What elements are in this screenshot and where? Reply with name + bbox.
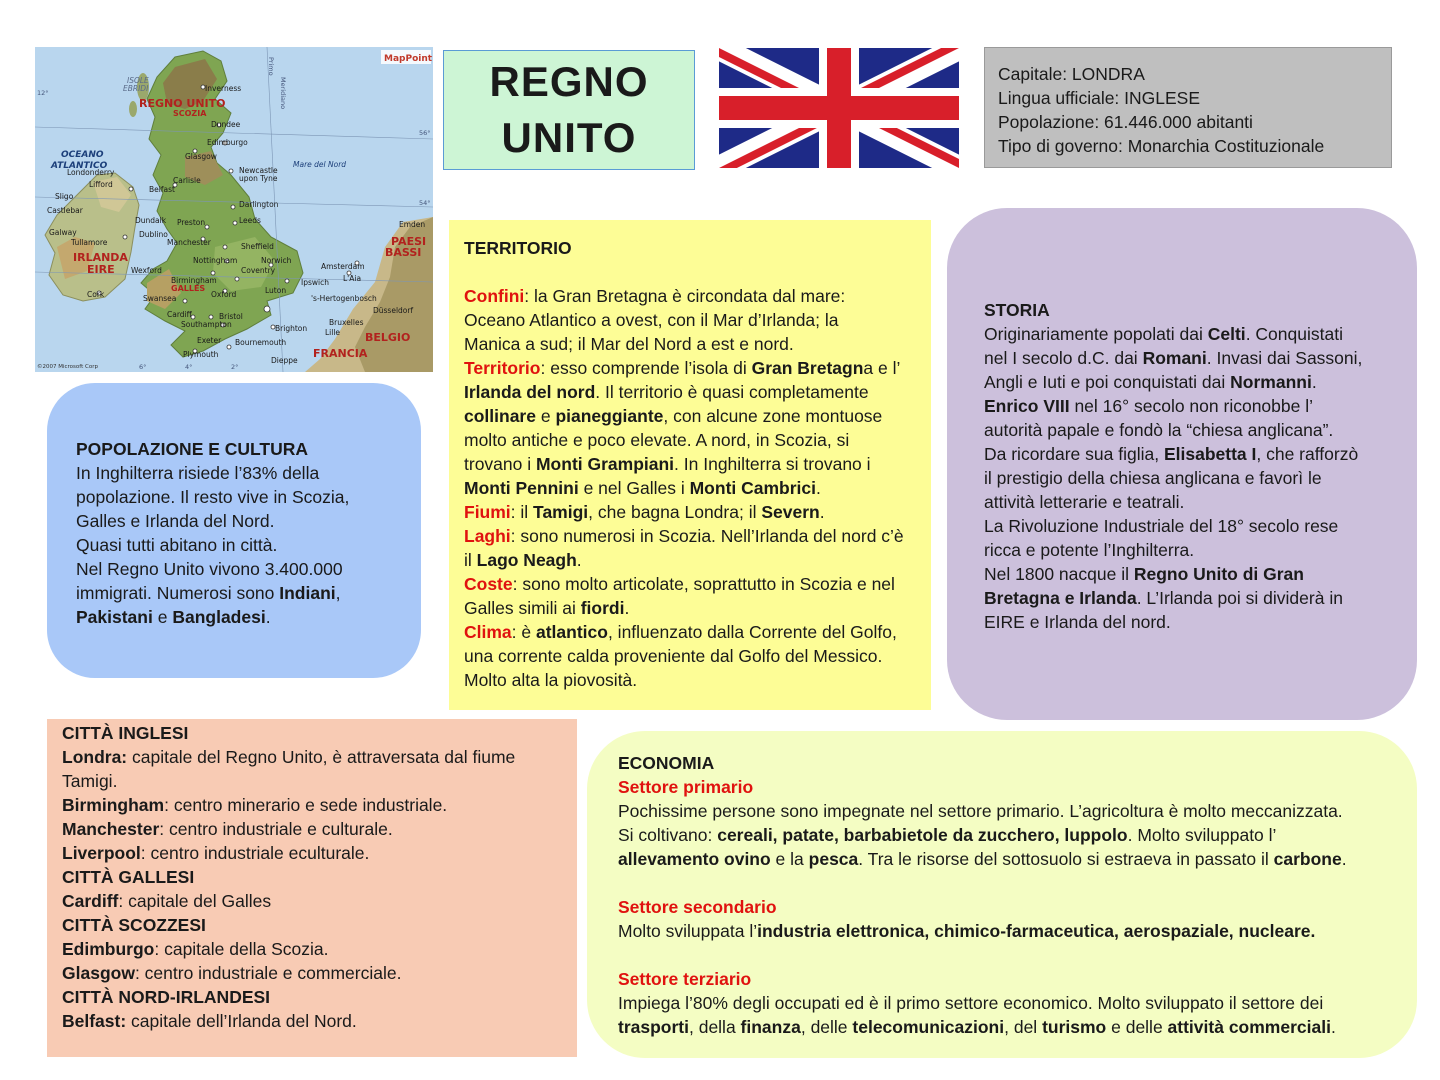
citta-panel — [47, 719, 577, 1057]
citta-manchester: Manchester: centro industriale e culturale. — [62, 819, 393, 839]
economia-primario-label: Settore primario — [618, 777, 754, 797]
citta-birmingham: Birmingham: centro minerario e sede industriale. — [62, 795, 448, 815]
map-label-manchester: Manchester — [167, 238, 211, 247]
territorio-line-t6: Monti Pennini e nel Galles i Monti Cambrici. — [464, 478, 821, 498]
map-label-lat56: 56° — [419, 129, 431, 137]
map-label-newcastle-2: upon Tyne — [239, 174, 278, 183]
citta-liverpool: Liverpool: centro industriale eculturale. — [62, 843, 370, 863]
map-label-francia: FRANCIA — [313, 347, 368, 360]
citta-cardiff: Cardiff: capitale del Galles — [62, 891, 272, 911]
union-jack-flag — [719, 48, 959, 168]
economia-primario-1: Pochissime persone sono impegnate nel settore primario. L’agricoltura è molto meccanizzata. — [618, 801, 1343, 821]
map-label-oceano: OCEANO — [61, 150, 104, 160]
economia-panel — [587, 731, 1417, 1058]
map-label-dublino: Dublino — [139, 230, 168, 239]
territorio-laghi-2: il Lago Neagh. — [464, 550, 582, 570]
map-label-belgio: BELGIO — [365, 331, 411, 344]
map-label-tullamore: Tullamore — [71, 238, 108, 247]
territorio-line-t2: Irlanda del nord. Il territorio è quasi completamente — [464, 382, 869, 402]
storia-line-13: EIRE e Irlanda del nord. — [984, 612, 1171, 632]
map-label-amsterdam: Amsterdam — [321, 262, 365, 271]
map-label-ipswich: Ipswich — [301, 278, 329, 287]
economia-primario-3: allevamento ovino e la pesca. Tra le risorse del sottosuolo si estraeva in passato il carbone. — [618, 849, 1347, 869]
popolazione-panel — [47, 383, 421, 678]
map-label-coventry: Coventry — [241, 266, 276, 275]
title-line-1: REGNO — [489, 58, 649, 105]
map-label-atlantico: ATLANTICO — [51, 161, 108, 171]
map-label-emden: Emden — [399, 220, 426, 229]
territorio-confini-2: Oceano Atlantico a ovest, con il Mar d’Irlanda; la — [464, 310, 839, 330]
storia-heading: STORIA — [984, 300, 1050, 320]
popolazione-line-2: popolazione. Il resto vive in Scozia, — [76, 487, 350, 507]
map-label-belfast: Belfast — [149, 185, 175, 194]
map-label-dusseldorf: Düsseldorf — [373, 306, 414, 315]
economia-heading: ECONOMIA — [618, 753, 715, 773]
map-label-darlington: Darlington — [239, 200, 279, 209]
map-label-mare-nord: Mare del Nord — [293, 160, 347, 169]
popolazione-line-7: Pakistani e Bangladesi. — [76, 607, 271, 627]
map-label-birmingham: Birmingham — [171, 276, 217, 285]
map-label-carlisle: Carlisle — [173, 176, 201, 185]
map-label-oxford: Oxford — [211, 290, 237, 299]
territorio-line-t4: molto antiche e poco elevate. A nord, in Scozia, si — [464, 430, 850, 450]
map-label-galway: Galway — [49, 228, 77, 237]
map-label-glasgow: Glasgow — [185, 152, 217, 161]
map-label-norwich: Norwich — [261, 256, 292, 265]
map-label-brighton: Brighton — [275, 324, 308, 333]
map-copyright: ©2007 Microsoft Corp — [37, 364, 98, 370]
territorio-coste-2: Galles simili ai fiordi. — [464, 598, 630, 618]
map-label-swansea: Swansea — [143, 294, 177, 303]
map-label-dundalk: Dundalk — [135, 216, 167, 225]
map-label-exeter: Exeter — [197, 336, 222, 345]
territorio-clima-2: una corrente calda proveniente dal Golfo del Messico. — [464, 646, 883, 666]
map-label-lon2: 2° — [231, 363, 239, 371]
map-label-lifford: Lifford — [89, 180, 113, 189]
territorio-territorio: Territorio: esso comprende l’isola di Gran Bretagna e l’ — [464, 358, 901, 378]
citta-heading-gallesi: CITTÀ GALLESI — [62, 867, 195, 887]
map-label-hertogenbosch: 's-Hertogenbosch — [311, 294, 377, 303]
territorio-line-t3: collinare e pianeggiante, con alcune zone montuose — [464, 406, 883, 426]
economia-terziario-1: Impiega l’80% degli occupati ed è il primo settore economico. Molto sviluppato il settore dei — [618, 993, 1324, 1013]
storia-line-12: Bretagna e Irlanda. L’Irlanda poi si dividerà in — [984, 588, 1343, 608]
territorio-clima: Clima: è atlantico, influenzato dalla Corrente del Golfo, — [464, 622, 897, 642]
map-label-isole: ISOLE — [127, 76, 149, 85]
citta-heading-scozzesi: CITTÀ SCOZZESI — [62, 915, 206, 935]
popolazione-line-1: In Inghilterra risiede l’83% della — [76, 463, 320, 483]
map-label-castlebar: Castlebar — [47, 206, 83, 215]
citta-londra: Londra: capitale del Regno Unito, è attraversata dal fiume — [62, 747, 516, 767]
map-label-ebridi: EBRIDI — [123, 84, 149, 93]
map-label-lon12: 12° — [37, 89, 49, 97]
territorio-fiumi: Fiumi: il Tamigi, che bagna Londra; il Severn. — [464, 502, 825, 522]
map-label-bristol: Bristol — [219, 312, 243, 321]
map-label-galles: GALLES — [171, 284, 206, 293]
map-label-paesi: PAESI — [391, 235, 427, 248]
economia-terziario-2: trasporti, della finanza, delle telecomunicazioni, del turismo e delle attività commerciali. — [618, 1017, 1336, 1037]
map-label-eire: EIRE — [87, 263, 115, 276]
fact-lingua: Lingua ufficiale: INGLESE — [998, 88, 1201, 108]
storia-line-1: Originariamente popolati dai Celti. Conquistati — [984, 324, 1343, 344]
map-label-meridiano: Meridiano — [279, 77, 287, 110]
citta-belfast: Belfast: capitale dell’Irlanda del Nord. — [62, 1011, 357, 1031]
map-label-nottingham: Nottingham — [193, 256, 238, 265]
map-label-dundee: Dundee — [211, 120, 241, 129]
economia-primario-2: Si coltivano: cereali, patate, barbabietole da zucchero, luppolo. Molto sviluppato l’ — [618, 825, 1277, 845]
map-label-lon4: 4° — [185, 363, 193, 371]
map-label-londonderry: Londonderry — [67, 168, 115, 177]
territorio-confini: Confini: la Gran Bretagna è circondata dal mare: — [464, 286, 846, 306]
map-brand: MapPoint — [384, 54, 433, 64]
page-title — [443, 50, 695, 170]
map-label-primo: Primo — [267, 57, 275, 76]
facts-panel — [984, 47, 1392, 168]
map-label-laia: L'Aia — [343, 274, 362, 283]
map-label-lon6: 6° — [139, 363, 147, 371]
storia-line-11: Nel 1800 nacque il Regno Unito di Gran — [984, 564, 1304, 584]
map-label-edimburgo: Edimburgo — [207, 138, 248, 147]
citta-glasgow: Glasgow: centro industriale e commerciale. — [62, 963, 402, 983]
storia-line-5: autorità papale e fondò la “chiesa anglicana”. — [984, 420, 1334, 440]
fact-capitale: Capitale: LONDRA — [998, 64, 1145, 84]
citta-heading-inglesi: CITTÀ INGLESI — [62, 723, 189, 743]
fact-popolazione: Popolazione: 61.446.000 abitanti — [998, 112, 1253, 132]
map-label-preston: Preston — [177, 218, 206, 227]
territorio-confini-3: Manica a sud; il Mar del Nord a est e nord. — [464, 334, 794, 354]
uk-map — [35, 47, 433, 372]
storia-line-4: Enrico VIII nel 16° secolo non riconobbe l’ — [984, 396, 1313, 416]
storia-line-6: Da ricordare sua figlia, Elisabetta I, che rafforzò — [984, 444, 1359, 464]
map-label-regno-unito: REGNO UNITO — [139, 97, 226, 110]
map-label-lille: Lille — [325, 328, 341, 337]
popolazione-line-4: Quasi tutti abitano in città. — [76, 535, 278, 555]
uk-map-drawing — [35, 47, 433, 372]
map-label-plymouth: Plymouth — [183, 350, 219, 359]
citta-heading-nordirlandesi: CITTÀ NORD-IRLANDESI — [62, 987, 271, 1007]
map-label-lat54: 54° — [419, 199, 431, 207]
storia-line-3: Angli e Iuti e poi conquistati dai Normanni. — [984, 372, 1317, 392]
map-label-dieppe: Dieppe — [271, 356, 298, 365]
territorio-coste: Coste: sono molto articolate, soprattutto in Scozia e nel — [464, 574, 895, 594]
map-label-southampton: Southampton — [181, 320, 232, 329]
map-label-wexford: Wexford — [131, 266, 162, 275]
map-label-bournemouth: Bournemouth — [235, 338, 287, 347]
popolazione-line-5: Nel Regno Unito vivono 3.400.000 — [76, 559, 343, 579]
storia-line-9: La Rivoluzione Industriale del 18° secolo rese — [984, 516, 1339, 536]
map-label-bassi: BASSI — [385, 246, 422, 259]
popolazione-line-3: Galles e Irlanda del Nord. — [76, 511, 275, 531]
storia-line-7: il prestigio della chiesa anglicana e favorì le — [984, 468, 1322, 488]
map-label-luton: Luton — [265, 286, 287, 295]
title-line-2: UNITO — [501, 114, 637, 161]
economia-secondario-1: Molto sviluppata l’industria elettronica, chimico-farmaceutica, aerospaziale, nucleare. — [618, 921, 1316, 941]
map-label-inverness: Inverness — [205, 84, 242, 93]
map-label-irlanda: IRLANDA — [73, 251, 128, 264]
union-jack-icon — [719, 48, 959, 168]
territorio-heading: TERRITORIO — [464, 238, 572, 258]
fact-governo: Tipo di governo: Monarchia Costituzionale — [998, 136, 1325, 156]
citta-edimburgo: Edimburgo: capitale della Scozia. — [62, 939, 329, 959]
popolazione-heading: POPOLAZIONE E CULTURA — [76, 439, 309, 459]
citta-londra-2: Tamigi. — [62, 771, 118, 791]
territorio-panel — [449, 220, 931, 710]
economia-secondario-label: Settore secondario — [618, 897, 777, 917]
map-label-sheffield: Sheffield — [241, 242, 274, 251]
storia-line-2: nel I secolo d.C. dai Romani. Invasi dai Sassoni, — [984, 348, 1363, 368]
territorio-clima-3: Molto alta la piovosità. — [464, 670, 638, 690]
map-label-cork: Cork — [87, 290, 105, 299]
map-label-cardiff: Cardiff — [167, 310, 192, 319]
map-label-sligo: Sligo — [55, 192, 74, 201]
map-label-newcastle: Newcastle — [239, 166, 278, 175]
economia-terziario-label: Settore terziario — [618, 969, 752, 989]
map-label-leeds: Leeds — [239, 216, 261, 225]
territorio-line-t5: trovano i Monti Grampiani. In Inghilterra si trovano i — [464, 454, 871, 474]
map-label-scozia: SCOZIA — [173, 109, 207, 118]
storia-line-10: ricca e potente l’Inghilterra. — [984, 540, 1195, 560]
storia-panel — [947, 208, 1417, 720]
map-label-bruxelles: Bruxelles — [329, 318, 364, 327]
popolazione-line-6: immigrati. Numerosi sono Indiani, — [76, 583, 341, 603]
storia-line-8: attività letterarie e teatrali. — [984, 492, 1185, 512]
territorio-laghi: Laghi: sono numerosi in Scozia. Nell’Irlanda del nord c’è — [464, 526, 904, 546]
